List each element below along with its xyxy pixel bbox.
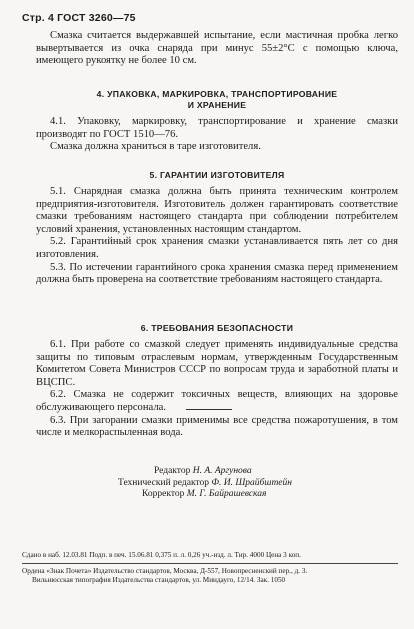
imprint-line-3: Вильнюсская типография Издательства стандартов, ул. Миндауго, 12/14. Зак. 1050 [32, 576, 286, 584]
paragraph-6-1: 6.1. При работе со смазкой следует применять индивидуальные средства защиты по типовым отраслевым нормам, утвержденным Государственным Комитетом Совета Министров СССР по вопросам труда и заработной платы и ВЦСПС. [36, 339, 398, 388]
paragraph-6-2: 6.2. Смазка не содержит токсичных веществ, влияющих на здоровье обслуживающего персонала. [36, 389, 398, 413]
intro-paragraph: Смазка считается выдержавшей испытание, если мастичная пробка легко вывертывается из очка снаряда при минус 55±2°C с помощью ключа, имеющего рукоятку не более 10 см. [36, 30, 398, 67]
tech-editor-name: Ф. И. Шрайбштейн [211, 477, 292, 488]
paragraph-4-1: 4.1. Упаковку, маркировку, транспортирование и хранение смазки производят по ГОСТ 1510—76. [36, 116, 398, 140]
imprint-line-2: Ордена «Знак Почета» Издательство стандартов, Москва, Д-557, Новопресненский пер., д. 3. [22, 567, 308, 575]
imprint-publisher [22, 567, 402, 585]
corrector-label: Корректор [142, 489, 185, 500]
imprint-line-1: Сдано в наб. 12.03.81 Подп. в печ. 15.06.81 0,375 п. л. 0,26 уч.-изд. л. Тир. 4000 Цена 3 коп. [22, 551, 398, 564]
editor-label: Редактор [154, 466, 191, 476]
editor-name: Н. А. Аргунова [192, 466, 252, 476]
corrector-name: М. Г. Байрашевская [186, 489, 267, 500]
paragraph-5-2: 5.2. Гарантийный срок хранения смазки устанавливается пять лет со дня изготовления. [36, 236, 398, 260]
tech-editor-line [118, 478, 398, 490]
paragraph-6-3: 6.3. При загорании смазки применимы все средства пожаротушения, в том числе и мелкораспыленная вода. [36, 414, 398, 439]
section-6-title: 6. ТРЕБОВАНИЯ БЕЗОПАСНОСТИ [140, 323, 294, 333]
page-header: Стр. 4 ГОСТ 3260—75 [22, 12, 136, 24]
section-4-title [36, 89, 398, 110]
section-5-title: 5. ГАРАНТИИ ИЗГОТОВИТЕЛЯ [149, 170, 285, 180]
paragraph-5-1: 5.1. Снарядная смазка должна быть принята техническим контролем предприятия-изготовителя. Изготовитель должен гарантировать соответствие смазки требованиям настоящего стандарта при соблюдении потребителем условий хранения, установленных настоящим стандартом. [36, 186, 398, 235]
separator-rule [186, 409, 232, 410]
section-4-title-line2: И ХРАНЕНИЕ [187, 99, 247, 110]
section-5-body [36, 186, 398, 287]
credits-block [118, 466, 398, 501]
section-4-body [36, 116, 398, 154]
editor-line [118, 466, 398, 478]
section-4-title-line1: 4. УПАКОВКА, МАРКИРОВКА, ТРАНСПОРТИРОВАНИЕ [96, 89, 338, 99]
paragraph-4-note: Смазка должна храниться в таре изготовителя. [50, 141, 261, 153]
intro-paragraph-block [36, 30, 398, 68]
paragraph-5-3: 5.3. По истечении гарантийного срока хранения смазка перед применением должна быть проверена на соответствие требованиям настоящего стандарта. [36, 261, 398, 286]
tech-editor-label: Технический редактор [118, 477, 209, 488]
corrector-line [118, 489, 398, 501]
section-6-body [36, 339, 398, 440]
